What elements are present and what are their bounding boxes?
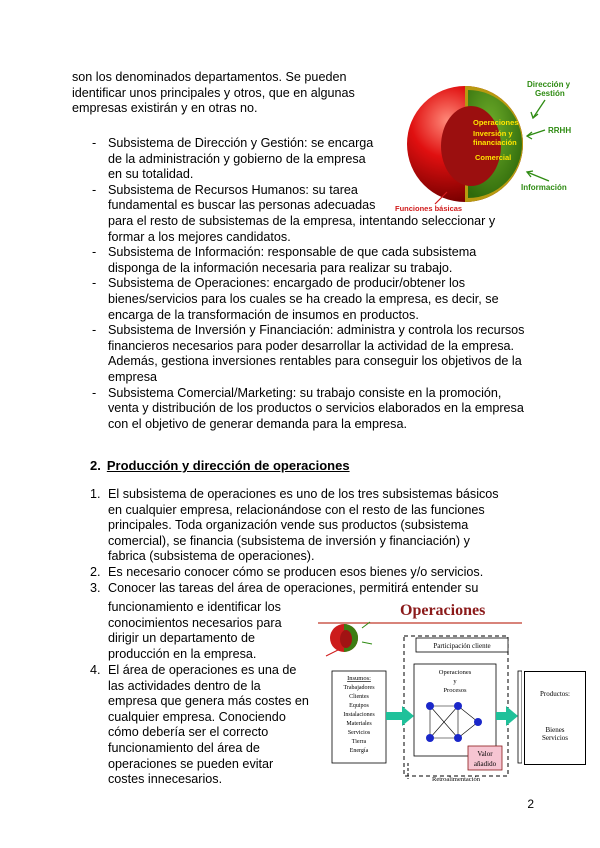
list-item: - Subsistema de Recursos Humanos: su tarea fundamental es buscar las personas adecuadas	[90, 183, 378, 214]
valor-label-2: añadido	[473, 760, 497, 768]
list-item: 1. El subsistema de operaciones es uno de los tres subsistemas básicos en cualquier empresa, relacionándose con el resto de las funciones principales. Toda organización vende sus productos (subsistema comercial), se financia (subsistema de inversión y financiación) y fabrica (subsistema de operaciones).	[90, 487, 499, 564]
list-item: 3. Conocer las tareas del área de operaciones, permitirá entender su	[90, 580, 479, 595]
numbered-item-3-continued: funcionamiento e identificar los conocimientos necesarios para dirigir un departamento de producción en la empresa.	[108, 600, 282, 661]
label-gestion: Gestión	[535, 89, 565, 98]
list-item: - Subsistema de Operaciones: encargado de producir/obtener los bienes/servicios para los cuales se ha creado la empresa, es decir, se encarga de la transformación de insumos en productos.	[90, 276, 530, 323]
sphere-arrows	[527, 100, 549, 181]
list-item: 4. El área de operaciones es una de las actividades dentro de la empresa que genera más costes en cualquier empresa. Conociendo cómo debería ser el correcto funcionamiento del área de operaciones se pueden evitar costes innecesarios.	[90, 663, 309, 787]
insumo-item: Materiales	[346, 721, 372, 727]
list-item: 2. Es necesario conocer cómo se producen esos bienes y/o servicios.	[90, 564, 484, 579]
insumo-item: Energía	[349, 748, 369, 754]
label-comercial: Comercial	[475, 153, 512, 162]
label-financiacion: financiación	[473, 138, 517, 147]
process-label-3: Procesos	[443, 687, 467, 694]
insumo-item: Clientes	[349, 694, 369, 700]
section-title: Producción y dirección de operaciones	[106, 458, 350, 473]
page-number: 2	[527, 797, 534, 811]
label-operaciones: Operaciones	[473, 118, 519, 127]
products-panel	[524, 671, 586, 765]
list-item: - Subsistema de Dirección y Gestión: se encarga de la administración y gobierno de la empresa en su totalidad.	[90, 136, 378, 183]
operations-title: Operaciones	[400, 602, 486, 619]
operations-diagram	[318, 598, 522, 782]
insumo-item: Servicios	[347, 730, 371, 736]
participation-label: Participación cliente	[433, 642, 491, 650]
list-item: - Subsistema de Información: responsable de que cada subsistema disponga de la información necesaria para realizar su trabajo.	[90, 245, 530, 276]
list-item-continued: para el resto de subsistemas de la empresa, intentando seleccionar y formar a los mejores candidatos.	[108, 213, 496, 244]
products-bienes: Bienes	[545, 726, 565, 734]
insumos-label: Insumos:	[347, 675, 371, 682]
list-item: - Subsistema Comercial/Marketing: su trabajo consiste en la promoción, venta y distribución de los productos o servicios elaborados en la empresa con el objetivo de generar demanda para la empresa.	[90, 386, 530, 433]
valor-label-1: Valor	[477, 750, 493, 758]
label-informacion: Información	[521, 183, 567, 192]
products-servicios: Servicios	[541, 734, 569, 742]
numbered-list-continued	[90, 663, 310, 788]
output-arrow	[496, 706, 518, 726]
section-number: 2.	[90, 458, 101, 473]
mini-sphere	[326, 622, 372, 656]
input-arrow	[386, 706, 414, 726]
process-label-1: Operaciones	[438, 669, 472, 676]
insumo-item: Instalaciones	[343, 712, 375, 718]
feedback-label: Retroalimentación	[431, 776, 481, 782]
insumo-item: Equipos	[349, 703, 369, 709]
list-item: - Subsistema de Inversión y Financiación: administra y controla los recursos financieros necesarios para poder desarrollar la actividad de la empresa. Además, gestiona inversiones rentables para conseguir los objetivos de la empresa	[90, 323, 530, 385]
numbered-list	[90, 487, 510, 596]
products-label: Productos:	[540, 690, 570, 698]
intro-paragraph: son los denominados departamentos. Se pueden identificar unos principales y otros, que en algunas empresas existirán y en otras no.	[72, 70, 355, 116]
label-inversion: Inversión y	[473, 129, 513, 138]
products-box	[518, 671, 522, 763]
label-rrhh: RRHH	[548, 126, 572, 135]
label-direccion: Dirección y	[527, 80, 571, 89]
subsystems-list	[90, 136, 530, 432]
section-heading	[90, 458, 350, 473]
process-label-2: y	[453, 678, 457, 685]
insumo-item: Trabajadores	[343, 685, 375, 691]
insumo-item: Tierra	[351, 739, 367, 745]
label-funciones: Funciones básicas	[395, 204, 463, 213]
